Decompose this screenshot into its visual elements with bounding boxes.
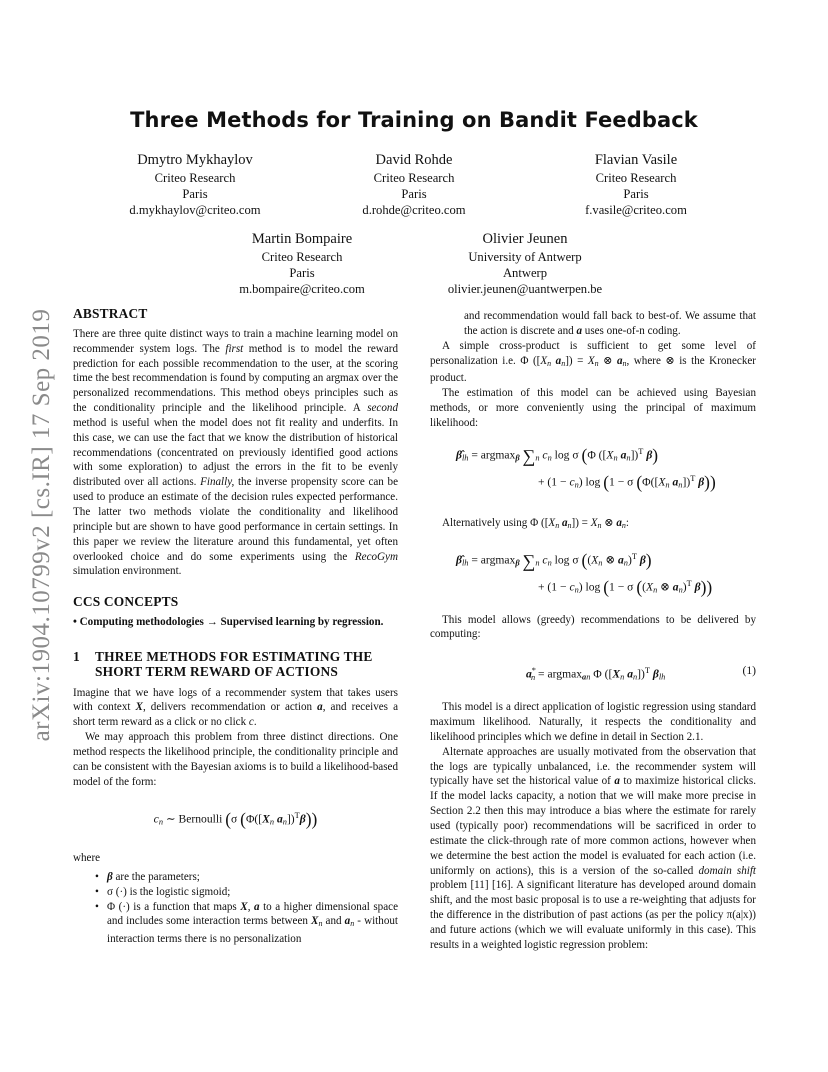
paragraph: A simple cross-product is sufficient to get some level of personalization i.e. Φ ([$X_n$ $a_n]) = X_n$ ⊗ $a_n$, where ⊗ is the Kronecker product. — [430, 339, 756, 385]
author-email[interactable]: f.vasile@criteo.com — [585, 203, 687, 217]
arxiv-identifier[interactable]: arXiv:1904.10799v2 [cs.IR] 17 Sep 2019 — [28, 308, 55, 742]
author-city: Antwerp — [502, 266, 548, 280]
section-heading: 1 THREE METHODS FOR ESTIMATING THE SHORT TERM REWARD OF ACTIONS — [73, 648, 373, 679]
left-column — [73, 307, 398, 947]
author-block — [314, 151, 514, 218]
author-city: Paris — [401, 187, 427, 201]
paper-title: Three Methods for Training on Bandit Feedback — [130, 108, 698, 132]
equation-number: (1) — [742, 664, 756, 678]
author-name: Dmytro Mykhaylov — [137, 152, 253, 168]
author-affiliation: Criteo Research — [261, 250, 343, 264]
author-name: Olivier Jeunen — [482, 231, 568, 247]
equation-ml-estimate: $\betâ_{lh} = argmax_\beta$ $\sum_n$ $c_n$ log σ (Φ ([$X_n$ $a_n])^T$ β) — [456, 444, 659, 466]
equation-1: $a^*_n = argmax_{an}$ Φ ([$X_n$ $a_n])^T$ $\beta_{lh}$ (1) — [526, 664, 756, 682]
paragraph: We may approach this problem from three distinct directions. One method respects the likelihood principle, the conditionality principle and can be consistent with the Bayesian axioms is to build a likelihood-based model of the form: — [73, 731, 398, 788]
paragraph: This model is a direct application of logistic regression using standard maximum likelihood. Naturally, it respects the conditionality and likelihood principles which we define in detail in Section 2.1. — [430, 701, 756, 743]
author-block — [95, 151, 295, 218]
ccs-heading: CCS CONCEPTS — [73, 594, 179, 610]
author-block — [202, 230, 402, 297]
equation-bernoulli: $c_n$ ∼ Bernoulli (σ ($\Phi([X_n$ $a_n])^T\beta$)) — [153, 809, 318, 830]
paragraph: Alternate approaches are usually motivated from the observation that the logs are typically unbalanced, i.e. the recommender system will typically have set the historical value of a to maximize historical clicks. If the model lacks capacity, a notion that we will make more precise in Section 2.2 then this may introduce a bias where the estimate for rarely used (typically poor) recommendations will be sacrificed in order to estimate the click-through rate of more common actions, however when we determine the best action the model is evaluated for each action (i.e. uniformly on actions), this is a version of the so-called domain shift problem [11] [16]. A significant literature has developed around domain shift, and the most basic proposal is to use a re-weighting that adjusts for the difference in the distribution of past actions (as per the policy π(a|x)) and future actions (which we will evaluate uniformly in this case). This results in a weighted logistic regression problem: — [430, 745, 757, 951]
author-block — [415, 230, 635, 297]
abstract-heading: ABSTRACT — [73, 306, 148, 321]
list-item: • σ (·) is the logistic sigmoid; — [95, 885, 231, 898]
equation-kronecker-estimate: $\betâ_{lh} = argmax_\beta$ $\sum_n$ $c_n$ log σ (($X_n$ ⊗ $a_n)^T$ β) — [456, 549, 652, 571]
author-city: Paris — [182, 187, 208, 201]
arxiv-sidebar — [22, 295, 62, 755]
list-item: • β are the parameters; — [95, 870, 200, 883]
list-item-continued: and recommendation would fall back to best-of. We assume that the action is discrete and a uses one-of-n coding. — [464, 310, 756, 337]
author-block — [536, 151, 736, 218]
author-name: David Rohde — [375, 152, 453, 168]
author-affiliation: University of Antwerp — [468, 250, 582, 264]
author-email[interactable]: olivier.jeunen@uantwerpen.be — [447, 282, 603, 296]
ccs-concepts: • Computing methodologies → Supervised learning by regression. — [73, 616, 384, 629]
right-column — [430, 309, 756, 953]
author-email[interactable]: m.bompaire@criteo.com — [239, 282, 365, 296]
abstract-text: There are three quite distinct ways to train a machine learning model on recommender system logs. The first method is to model the reward prediction for each possible recommendation to the user, at the scoring time the best recommendation is found by computing an argmax over the personalized recommendations. This method obeys principles such as the conditionality principle and the likelihood principle. A second method is useful when the model does not fit reality and underfits. In this case, we can use the fact that we know the distribution of historical recommendations (concentrated on previously identified good actions with some exploration) to adjust the errors in the fit to be evenly distributed over all actions. Finally, the inverse propensity score can be used to produce an estimate of the decision rules expected performance. The latter two methods violate the conditionality and likelihood principle but are shown to have good performance in certain settings. In this paper we review the literature around this fundamental, yet often overlooked choice and do some experiments using the RecoGym simulation environment. — [73, 327, 398, 578]
author-city: Paris — [289, 266, 315, 280]
author-email[interactable]: d.mykhaylov@criteo.com — [129, 203, 261, 217]
paragraph: This model allows (greedy) recommendations to be delivered by computing: — [430, 613, 756, 641]
author-affiliation: Criteo Research — [154, 171, 236, 185]
author-affiliation: Criteo Research — [373, 171, 455, 185]
author-name: Martin Bompaire — [251, 231, 353, 247]
list-item: • Φ (·) is a function that maps X, a to a higher dimensional space and includes some interaction terms between $X_n$ and $a_n$ - without interaction terms there is no personalization — [95, 900, 398, 946]
equation-kronecker-estimate-line2: + $(1 - c_n)$ log (1 − σ (($X_n$ ⊗ $a_n)^T$ β)) — [538, 577, 713, 598]
author-affiliation: Criteo Research — [595, 171, 677, 185]
equation-ml-estimate-line2: + $(1 - c_n)$ log (1 − σ ($\Phi([X_n$ $a_n])^T$ β)) — [538, 472, 716, 493]
author-email[interactable]: d.rohde@criteo.com — [362, 203, 466, 217]
author-city: Paris — [623, 187, 649, 201]
paragraph: where — [73, 851, 101, 864]
paragraph: Imagine that we have logs of a recommender system that takes users with context X, delivers recommendation or action a, and receives a short term reward as a click or no click c. — [73, 686, 398, 729]
paragraph: The estimation of this model can be achieved using Bayesian methods, or more conveniently using the principal of maximum likelihood: — [430, 387, 756, 429]
paragraph: Alternatively using Φ ([$X_n$ $a_n]) = X_n$ ⊗ $a_n$: — [442, 516, 629, 530]
author-name: Flavian Vasile — [594, 152, 678, 168]
